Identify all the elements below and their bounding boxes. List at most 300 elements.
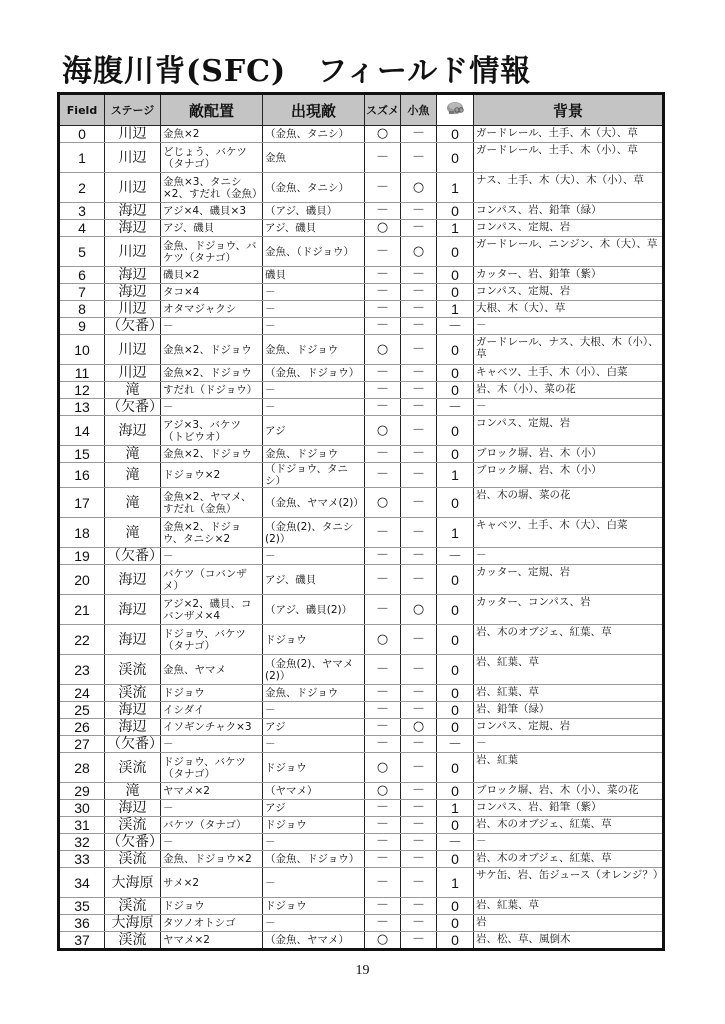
table-row [59, 834, 664, 851]
cell-count: 1 [437, 868, 474, 898]
cell-enemy-placement: アジ×3、バケツ（トビウオ） [161, 416, 263, 446]
cell-small-fish: － [401, 318, 437, 335]
cell-enemy-placement: 金魚×2、ヤマメ、すだれ（金魚） [161, 488, 263, 518]
table-row [59, 655, 664, 685]
cell-suzume: － [365, 203, 401, 220]
cell-appearing-enemies: （金魚、ドジョウ） [263, 365, 365, 382]
cell-appearing-enemies: － [263, 736, 365, 753]
cell-count: 0 [437, 685, 474, 702]
cell-stage: 滝 [105, 463, 161, 488]
table-row [59, 416, 664, 446]
cell-suzume: ○ [365, 488, 401, 518]
cell-enemy-placement: イシダイ [161, 702, 263, 719]
cell-enemy-placement: 金魚×2、ドジョウ [161, 365, 263, 382]
header-appearing-enemies: 出現敵 [263, 94, 365, 126]
cell-appearing-enemies: － [263, 915, 365, 932]
cell-count: 0 [437, 446, 474, 463]
header-small-fish: 小魚 [401, 94, 437, 126]
cell-suzume: － [365, 365, 401, 382]
cell-field: 31 [59, 817, 105, 834]
cell-suzume: － [365, 143, 401, 173]
cell-field: 37 [59, 932, 105, 950]
cell-suzume: － [365, 173, 401, 203]
cell-small-fish: － [401, 851, 437, 868]
table-row [59, 284, 664, 301]
cell-enemy-placement: 金魚×2、ドジョウ [161, 446, 263, 463]
cell-count: 1 [437, 220, 474, 237]
cell-count: 0 [437, 915, 474, 932]
cell-small-fish: － [401, 783, 437, 800]
cell-small-fish: － [401, 143, 437, 173]
cell-field: 19 [59, 548, 105, 565]
cell-enemy-placement: 金魚×2、ドジョウ、タニシ×2 [161, 518, 263, 548]
table-row [59, 565, 664, 595]
cell-background: コンパス、定規、岩 [474, 220, 664, 237]
cell-small-fish: － [401, 685, 437, 702]
cell-field: 28 [59, 753, 105, 783]
table-row [59, 220, 664, 237]
cell-appearing-enemies: （金魚、ヤマメ） [263, 932, 365, 950]
cell-background: コンパス、定規、岩 [474, 416, 664, 446]
cell-appearing-enemies: － [263, 284, 365, 301]
cell-stage: 海辺 [105, 800, 161, 817]
cell-background: ブロック塀、岩、木（小） [474, 463, 664, 488]
cell-background: 岩、木のオブジェ、紅葉、草 [474, 817, 664, 834]
cell-field: 29 [59, 783, 105, 800]
cell-enemy-placement: ヤマメ×2 [161, 783, 263, 800]
cell-stage: 渓流 [105, 753, 161, 783]
table-row [59, 817, 664, 834]
cell-count: 0 [437, 203, 474, 220]
cell-suzume: － [365, 800, 401, 817]
cell-appearing-enemies: （金魚、ドジョウ） [263, 851, 365, 868]
cell-suzume: － [365, 518, 401, 548]
cell-stage: 川辺 [105, 365, 161, 382]
cell-suzume: ○ [365, 783, 401, 800]
cell-appearing-enemies: アジ [263, 719, 365, 736]
table-row [59, 488, 664, 518]
cell-field: 6 [59, 267, 105, 284]
table-row [59, 915, 664, 932]
cell-field: 36 [59, 915, 105, 932]
cell-small-fish: － [401, 126, 437, 143]
cell-suzume: － [365, 446, 401, 463]
header-enemy-placement: 敵配置 [161, 94, 263, 126]
table-row [59, 548, 664, 565]
cell-count: 0 [437, 625, 474, 655]
cell-count: 1 [437, 173, 474, 203]
cell-field: 32 [59, 834, 105, 851]
cell-stage: 海辺 [105, 625, 161, 655]
cell-small-fish: － [401, 446, 437, 463]
cell-count: － [437, 548, 474, 565]
table-row [59, 932, 664, 950]
table-row [59, 382, 664, 399]
cell-suzume: ○ [365, 220, 401, 237]
cell-count: － [437, 736, 474, 753]
cell-count: 0 [437, 702, 474, 719]
cell-field: 8 [59, 301, 105, 318]
cell-small-fish: － [401, 463, 437, 488]
cell-appearing-enemies: 金魚、（ドジョウ） [263, 237, 365, 267]
cell-appearing-enemies: （金魚、ヤマメ(2)） [263, 488, 365, 518]
cell-appearing-enemies: （金魚(2)、ヤマメ(2)） [263, 655, 365, 685]
cell-background: キャベツ、土手、木（小）、白菜 [474, 365, 664, 382]
cell-count: 0 [437, 382, 474, 399]
cell-background: 岩、木の塀、菜の花 [474, 488, 664, 518]
cell-enemy-placement: ドジョウ、バケツ（タナゴ） [161, 625, 263, 655]
cell-appearing-enemies: － [263, 868, 365, 898]
cell-background: － [474, 399, 664, 416]
cell-count: － [437, 834, 474, 851]
cell-background: コンパス、定規、岩 [474, 719, 664, 736]
cell-background: ブロック塀、岩、木（小） [474, 446, 664, 463]
cell-appearing-enemies: － [263, 399, 365, 416]
cell-background: － [474, 548, 664, 565]
cell-appearing-enemies: （金魚、タニシ） [263, 173, 365, 203]
cell-small-fish: － [401, 284, 437, 301]
cell-small-fish: － [401, 416, 437, 446]
cell-count: 0 [437, 655, 474, 685]
cell-count: 0 [437, 817, 474, 834]
cell-stage: 川辺 [105, 335, 161, 365]
cell-suzume: － [365, 382, 401, 399]
skull-icon [445, 100, 465, 116]
cell-enemy-placement: ドジョウ、バケツ（タナゴ） [161, 753, 263, 783]
cell-field: 5 [59, 237, 105, 267]
cell-suzume: － [365, 267, 401, 284]
table-row [59, 685, 664, 702]
cell-small-fish: － [401, 655, 437, 685]
cell-count: 0 [437, 595, 474, 625]
cell-appearing-enemies: － [263, 548, 365, 565]
cell-small-fish: － [401, 382, 437, 399]
cell-background: カッター、岩、鉛筆（紫） [474, 267, 664, 284]
cell-suzume: － [365, 301, 401, 318]
cell-appearing-enemies: 金魚 [263, 143, 365, 173]
cell-enemy-placement: タコ×4 [161, 284, 263, 301]
cell-background: 岩 [474, 915, 664, 932]
page-title: 海腹川背(SFC) フィールド情報 [62, 54, 532, 89]
table-row [59, 203, 664, 220]
cell-suzume: ○ [365, 126, 401, 143]
cell-small-fish: － [401, 399, 437, 416]
cell-appearing-enemies: （金魚、タニシ） [263, 126, 365, 143]
cell-field: 23 [59, 655, 105, 685]
cell-field: 3 [59, 203, 105, 220]
cell-enemy-placement: － [161, 834, 263, 851]
cell-enemy-placement: アジ×4、磯貝×3 [161, 203, 263, 220]
cell-enemy-placement: 金魚、ドジョウ、バケツ（タナゴ） [161, 237, 263, 267]
cell-stage: 滝 [105, 488, 161, 518]
table-row [59, 783, 664, 800]
cell-stage: 海辺 [105, 220, 161, 237]
cell-field: 13 [59, 399, 105, 416]
cell-stage: 川辺 [105, 126, 161, 143]
cell-background: 岩、鉛筆（緑） [474, 702, 664, 719]
cell-count: 0 [437, 753, 474, 783]
cell-background: ガードレール、ナス、大根、木（小）、草 [474, 335, 664, 365]
cell-enemy-placement: 金魚×3、タニシ×2、すだれ（金魚） [161, 173, 263, 203]
cell-small-fish: － [401, 736, 437, 753]
cell-enemy-placement: アジ、磯貝 [161, 220, 263, 237]
cell-appearing-enemies: アジ [263, 800, 365, 817]
cell-suzume: ○ [365, 753, 401, 783]
cell-count: 1 [437, 301, 474, 318]
cell-background: ガードレール、ニンジン、木（大）、草 [474, 237, 664, 267]
cell-stage: 海辺 [105, 702, 161, 719]
cell-count: 0 [437, 267, 474, 284]
cell-appearing-enemies: （アジ、磯貝(2)） [263, 595, 365, 625]
cell-stage: 渓流 [105, 655, 161, 685]
cell-appearing-enemies: 金魚、ドジョウ [263, 335, 365, 365]
cell-suzume: ○ [365, 416, 401, 446]
cell-suzume: ○ [365, 932, 401, 950]
cell-appearing-enemies: ドジョウ [263, 753, 365, 783]
field-info-table [57, 92, 665, 951]
cell-suzume: ○ [365, 335, 401, 365]
cell-enemy-placement: 金魚、ドジョウ×2 [161, 851, 263, 868]
cell-count: 1 [437, 518, 474, 548]
cell-small-fish: － [401, 625, 437, 655]
cell-field: 35 [59, 898, 105, 915]
cell-field: 11 [59, 365, 105, 382]
cell-stage: 海辺 [105, 267, 161, 284]
cell-enemy-placement: 金魚×2、ドジョウ [161, 335, 263, 365]
header-suzume: スズメ [365, 94, 401, 126]
cell-small-fish: － [401, 753, 437, 783]
cell-field: 20 [59, 565, 105, 595]
cell-stage: 渓流 [105, 932, 161, 950]
cell-field: 16 [59, 463, 105, 488]
cell-stage: 海辺 [105, 565, 161, 595]
table-row [59, 365, 664, 382]
cell-field: 33 [59, 851, 105, 868]
cell-enemy-placement: 金魚×2 [161, 126, 263, 143]
cell-enemy-placement: ドジョウ [161, 898, 263, 915]
cell-stage: 川辺 [105, 173, 161, 203]
cell-stage: （欠番） [105, 834, 161, 851]
cell-stage: 海辺 [105, 203, 161, 220]
cell-suzume: － [365, 898, 401, 915]
cell-appearing-enemies: （ドジョウ、タニシ） [263, 463, 365, 488]
cell-count: 0 [437, 365, 474, 382]
cell-suzume: － [365, 284, 401, 301]
table-row [59, 736, 664, 753]
cell-background: ナス、土手、木（大）、木（小）、草 [474, 173, 664, 203]
cell-appearing-enemies: ドジョウ [263, 817, 365, 834]
cell-appearing-enemies: － [263, 834, 365, 851]
cell-enemy-placement: サメ×2 [161, 868, 263, 898]
cell-small-fish: － [401, 868, 437, 898]
cell-small-fish: － [401, 335, 437, 365]
cell-enemy-placement: － [161, 399, 263, 416]
cell-count: 0 [437, 898, 474, 915]
cell-stage: 渓流 [105, 685, 161, 702]
cell-suzume: － [365, 736, 401, 753]
cell-background: 岩、木のオブジェ、紅葉、草 [474, 851, 664, 868]
cell-background: 岩、松、草、風倒木 [474, 932, 664, 950]
table-row [59, 719, 664, 736]
table-row [59, 463, 664, 488]
cell-appearing-enemies: ドジョウ [263, 898, 365, 915]
cell-field: 10 [59, 335, 105, 365]
cell-stage: 海辺 [105, 595, 161, 625]
cell-background: 岩、紅葉、草 [474, 898, 664, 915]
table-row [59, 800, 664, 817]
cell-enemy-placement: どじょう、バケツ（タナゴ） [161, 143, 263, 173]
cell-stage: （欠番） [105, 318, 161, 335]
cell-suzume: － [365, 834, 401, 851]
cell-background: － [474, 318, 664, 335]
table-body [59, 126, 664, 950]
cell-stage: （欠番） [105, 548, 161, 565]
table-row [59, 237, 664, 267]
field-info-table-container [57, 92, 662, 951]
cell-enemy-placement: バケツ（コバンザメ） [161, 565, 263, 595]
header-stage: ステージ [105, 94, 161, 126]
cell-stage: 海辺 [105, 284, 161, 301]
cell-count: － [437, 318, 474, 335]
cell-count: 0 [437, 719, 474, 736]
cell-small-fish: ○ [401, 719, 437, 736]
table-row [59, 318, 664, 335]
cell-count: 0 [437, 126, 474, 143]
cell-small-fish: － [401, 817, 437, 834]
cell-enemy-placement: － [161, 736, 263, 753]
cell-appearing-enemies: 金魚、ドジョウ [263, 685, 365, 702]
page-number: 19 [355, 963, 370, 978]
cell-small-fish: － [401, 915, 437, 932]
cell-background: コンパス、定規、岩 [474, 284, 664, 301]
table-row [59, 301, 664, 318]
cell-suzume: － [365, 595, 401, 625]
table-row [59, 143, 664, 173]
cell-field: 14 [59, 416, 105, 446]
cell-enemy-placement: － [161, 548, 263, 565]
cell-field: 0 [59, 126, 105, 143]
cell-background: ガードレール、土手、木（小）、草 [474, 143, 664, 173]
cell-appearing-enemies: － [263, 702, 365, 719]
cell-background: ブロック塀、岩、木（小）、菜の花 [474, 783, 664, 800]
cell-suzume: － [365, 851, 401, 868]
cell-appearing-enemies: アジ、磯貝 [263, 220, 365, 237]
cell-suzume: ○ [365, 625, 401, 655]
cell-count: 1 [437, 463, 474, 488]
cell-suzume: － [365, 817, 401, 834]
cell-enemy-placement: すだれ（ドジョウ） [161, 382, 263, 399]
cell-enemy-placement: タツノオトシゴ [161, 915, 263, 932]
cell-stage: 川辺 [105, 301, 161, 318]
cell-enemy-placement: アジ×2、磯貝、コバンザメ×4 [161, 595, 263, 625]
cell-field: 12 [59, 382, 105, 399]
cell-background: 大根、木（大）、草 [474, 301, 664, 318]
cell-small-fish: － [401, 548, 437, 565]
cell-field: 22 [59, 625, 105, 655]
table-row [59, 851, 664, 868]
cell-enemy-placement: ドジョウ×2 [161, 463, 263, 488]
cell-appearing-enemies: 金魚、ドジョウ [263, 446, 365, 463]
cell-suzume: － [365, 702, 401, 719]
cell-field: 17 [59, 488, 105, 518]
cell-small-fish: ○ [401, 173, 437, 203]
cell-small-fish: － [401, 565, 437, 595]
cell-small-fish: － [401, 702, 437, 719]
table-row [59, 625, 664, 655]
cell-background: 岩、紅葉 [474, 753, 664, 783]
cell-appearing-enemies: （金魚(2)、タニシ(2)） [263, 518, 365, 548]
cell-stage: 大海原 [105, 915, 161, 932]
cell-small-fish: － [401, 301, 437, 318]
cell-stage: （欠番） [105, 399, 161, 416]
table-row [59, 518, 664, 548]
cell-suzume: － [365, 548, 401, 565]
cell-count: 0 [437, 932, 474, 950]
cell-background: カッター、定規、岩 [474, 565, 664, 595]
cell-enemy-placement: バケツ（タナゴ） [161, 817, 263, 834]
cell-field: 24 [59, 685, 105, 702]
cell-count: 0 [437, 851, 474, 868]
cell-suzume: － [365, 399, 401, 416]
table-row [59, 399, 664, 416]
table-row [59, 595, 664, 625]
cell-field: 21 [59, 595, 105, 625]
cell-field: 26 [59, 719, 105, 736]
cell-count: 0 [437, 783, 474, 800]
cell-stage: 滝 [105, 783, 161, 800]
cell-suzume: － [365, 685, 401, 702]
cell-small-fish: － [401, 932, 437, 950]
cell-suzume: － [365, 463, 401, 488]
cell-background: ガードレール、土手、木（大）、草 [474, 126, 664, 143]
cell-appearing-enemies: （ヤマメ） [263, 783, 365, 800]
cell-stage: 渓流 [105, 851, 161, 868]
cell-enemy-placement: － [161, 800, 263, 817]
cell-appearing-enemies: アジ、磯貝 [263, 565, 365, 595]
cell-appearing-enemies: （アジ、磯貝） [263, 203, 365, 220]
cell-stage: 渓流 [105, 817, 161, 834]
cell-count: 0 [437, 335, 474, 365]
cell-background: 岩、紅葉、草 [474, 655, 664, 685]
header-background: 背景 [474, 94, 664, 126]
cell-count: 0 [437, 237, 474, 267]
cell-enemy-placement: イソギンチャク×3 [161, 719, 263, 736]
cell-suzume: － [365, 655, 401, 685]
cell-field: 15 [59, 446, 105, 463]
cell-appearing-enemies: 磯貝 [263, 267, 365, 284]
cell-suzume: － [365, 565, 401, 595]
cell-small-fish: － [401, 488, 437, 518]
cell-field: 25 [59, 702, 105, 719]
cell-suzume: － [365, 868, 401, 898]
table-row [59, 446, 664, 463]
cell-background: キャベツ、土手、木（大）、白菜 [474, 518, 664, 548]
table-row [59, 868, 664, 898]
cell-enemy-placement: オタマジャクシ [161, 301, 263, 318]
cell-enemy-placement: ドジョウ [161, 685, 263, 702]
cell-suzume: － [365, 237, 401, 267]
cell-background: カッター、コンパス、岩 [474, 595, 664, 625]
cell-enemy-placement: － [161, 318, 263, 335]
cell-stage: 滝 [105, 518, 161, 548]
cell-background: － [474, 736, 664, 753]
cell-stage: 渓流 [105, 898, 161, 915]
cell-field: 27 [59, 736, 105, 753]
cell-suzume: － [365, 719, 401, 736]
header-skull [437, 94, 474, 126]
cell-field: 9 [59, 318, 105, 335]
cell-count: 0 [437, 565, 474, 595]
